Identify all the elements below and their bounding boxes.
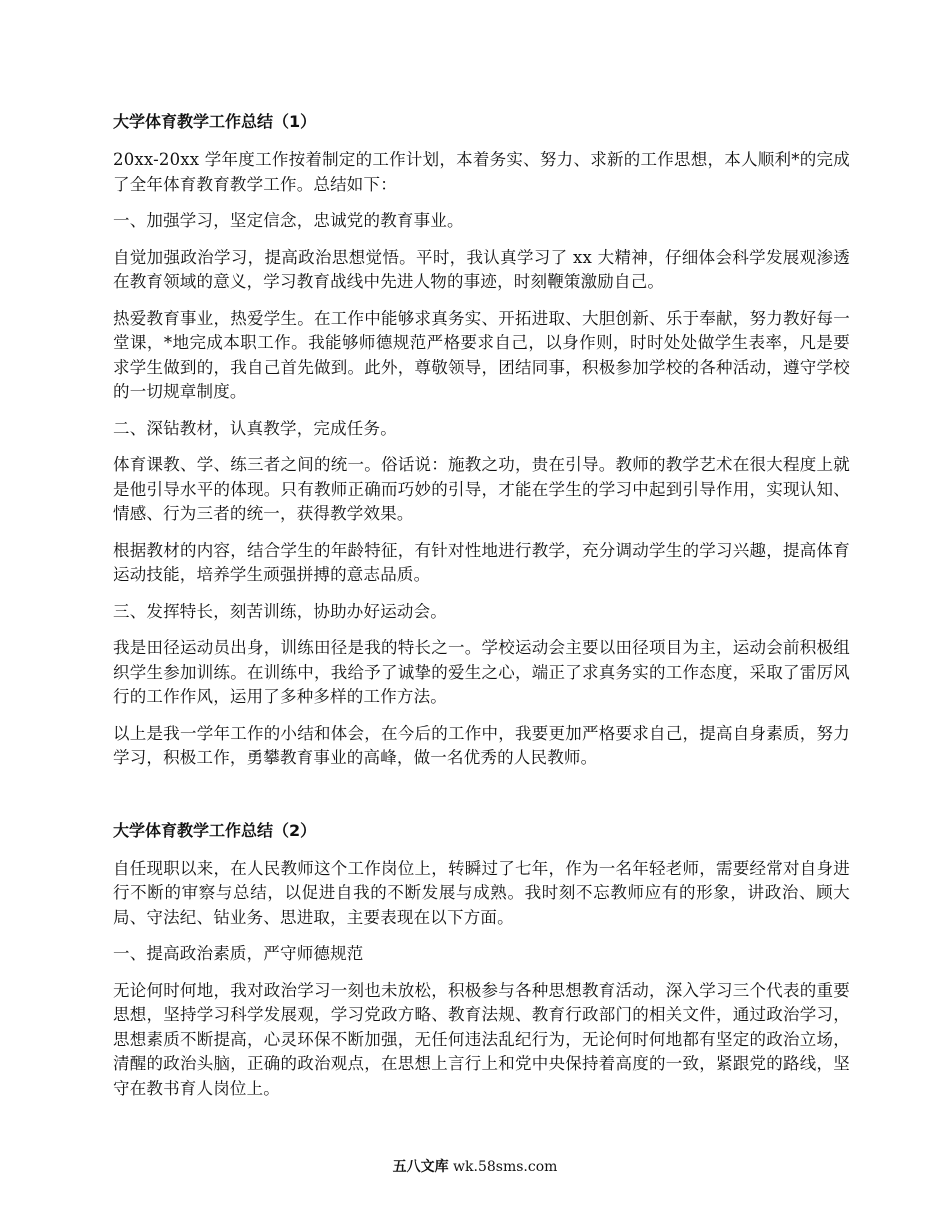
footer-url[interactable]: wk.58sms.com	[453, 1159, 558, 1175]
paragraph: 20xx-20xx 学年度工作按着制定的工作计划，本着务实、努力、求新的工作思想，本人顺利*的完成了全年体育教育教学工作。总结如下：	[113, 150, 850, 194]
section-1	[113, 110, 850, 771]
footer-brand: 五八文库	[392, 1159, 449, 1175]
paragraph: 我是田径运动员出身，训练田径是我的特长之一。学校运动会主要以田径项目为主，运动会前积极组织学生参加训练。在训练中，我给予了诚挚的爱生之心，端正了求真务实的工作态度，采取了雷厉风行的工作作风，运用了多种多样的工作方法。	[113, 638, 850, 706]
section-2	[113, 819, 850, 1102]
paragraph: 一、提高政治素质，严守师德规范	[113, 944, 364, 963]
paragraph: 根据教材的内容，结合学生的年龄特征，有针对性地进行教学，充分调动学生的学习兴趣，提高体育运动技能，培养学生顽强拼搏的意志品质。	[113, 540, 850, 584]
document-body	[113, 110, 850, 1113]
paragraph: 体育课教、学、练三者之间的统一。俗话说：施教之功，贵在引导。教师的教学艺术在很大程度上就是他引导水平的体现。只有教师正确而巧妙的引导，才能在学生的学习中起到引导作用，实现认知、情感、行为三者的统一，获得教学效果。	[113, 455, 850, 523]
paragraph: 自觉加强政治学习，提高政治思想觉悟。平时，我认真学习了 xx 大精神，仔细体会科学发展观渗透在教育领域的意义，学习教育战线中先进人物的事迹，时刻鞭策激励自己。	[113, 247, 850, 291]
paragraph: 三、发挥特长，刻苦训练，协助办好运动会。	[113, 601, 447, 621]
paragraph: 自任现职以来，在人民教师这个工作岗位上，转瞬过了七年，作为一名年轻老师，需要经常对自身进行不断的审察与总结，以促进自我的不断发展与成熟。我时刻不忘教师应有的形象，讲政治、顾大局、守法纪、钻业务、思进取，主要表现在以下方面。	[113, 858, 850, 927]
paragraph: 无论何时何地，我对政治学习一刻也未放松，积极参与各种思想教育活动，深入学习三个代表的重要思想，坚持学习科学发展观，学习党政方略、教育法规、教育行政部门的相关文件，通过政治学习，思想素质不断提高，心灵环保不断加强，无任何违法乱纪行为，无论何时何地都有坚定的政治立场，清醒的政治头脑，正确的政治观点，在思想上言行上和党中央保持着高度的一致，紧跟党的路线，坚守在教书育人岗位上。	[113, 980, 850, 1098]
section-title: 大学体育教学工作总结（1）	[113, 112, 317, 131]
paragraph: 热爱教育事业，热爱学生。在工作中能够求真务实、开拓进取、大胆创新、乐于奉献，努力教好每一堂课，*地完成本职工作。我能够师德规范严格要求自己，以身作则，时时处处做学生表率，凡是要求学生做到的，我自己首先做到。此外，尊敬领导，团结同事，积极参加学校的各种活动，遵守学校的一切规章制度。	[113, 308, 850, 401]
paragraph: 一、加强学习，坚定信念，忠诚党的教育事业。	[113, 211, 464, 230]
section-spacer	[113, 783, 850, 819]
section-title: 大学体育教学工作总结（2）	[113, 820, 317, 840]
page-footer	[0, 1156, 950, 1176]
paragraph: 二、深钻教材，认真教学，完成任务。	[113, 418, 397, 438]
paragraph: 以上是我一学年工作的小结和体会，在今后的工作中，我要更加严格要求自己，提高自身素质，努力学习，积极工作，勇攀教育事业的高峰，做一名优秀的人民教师。	[113, 723, 850, 767]
